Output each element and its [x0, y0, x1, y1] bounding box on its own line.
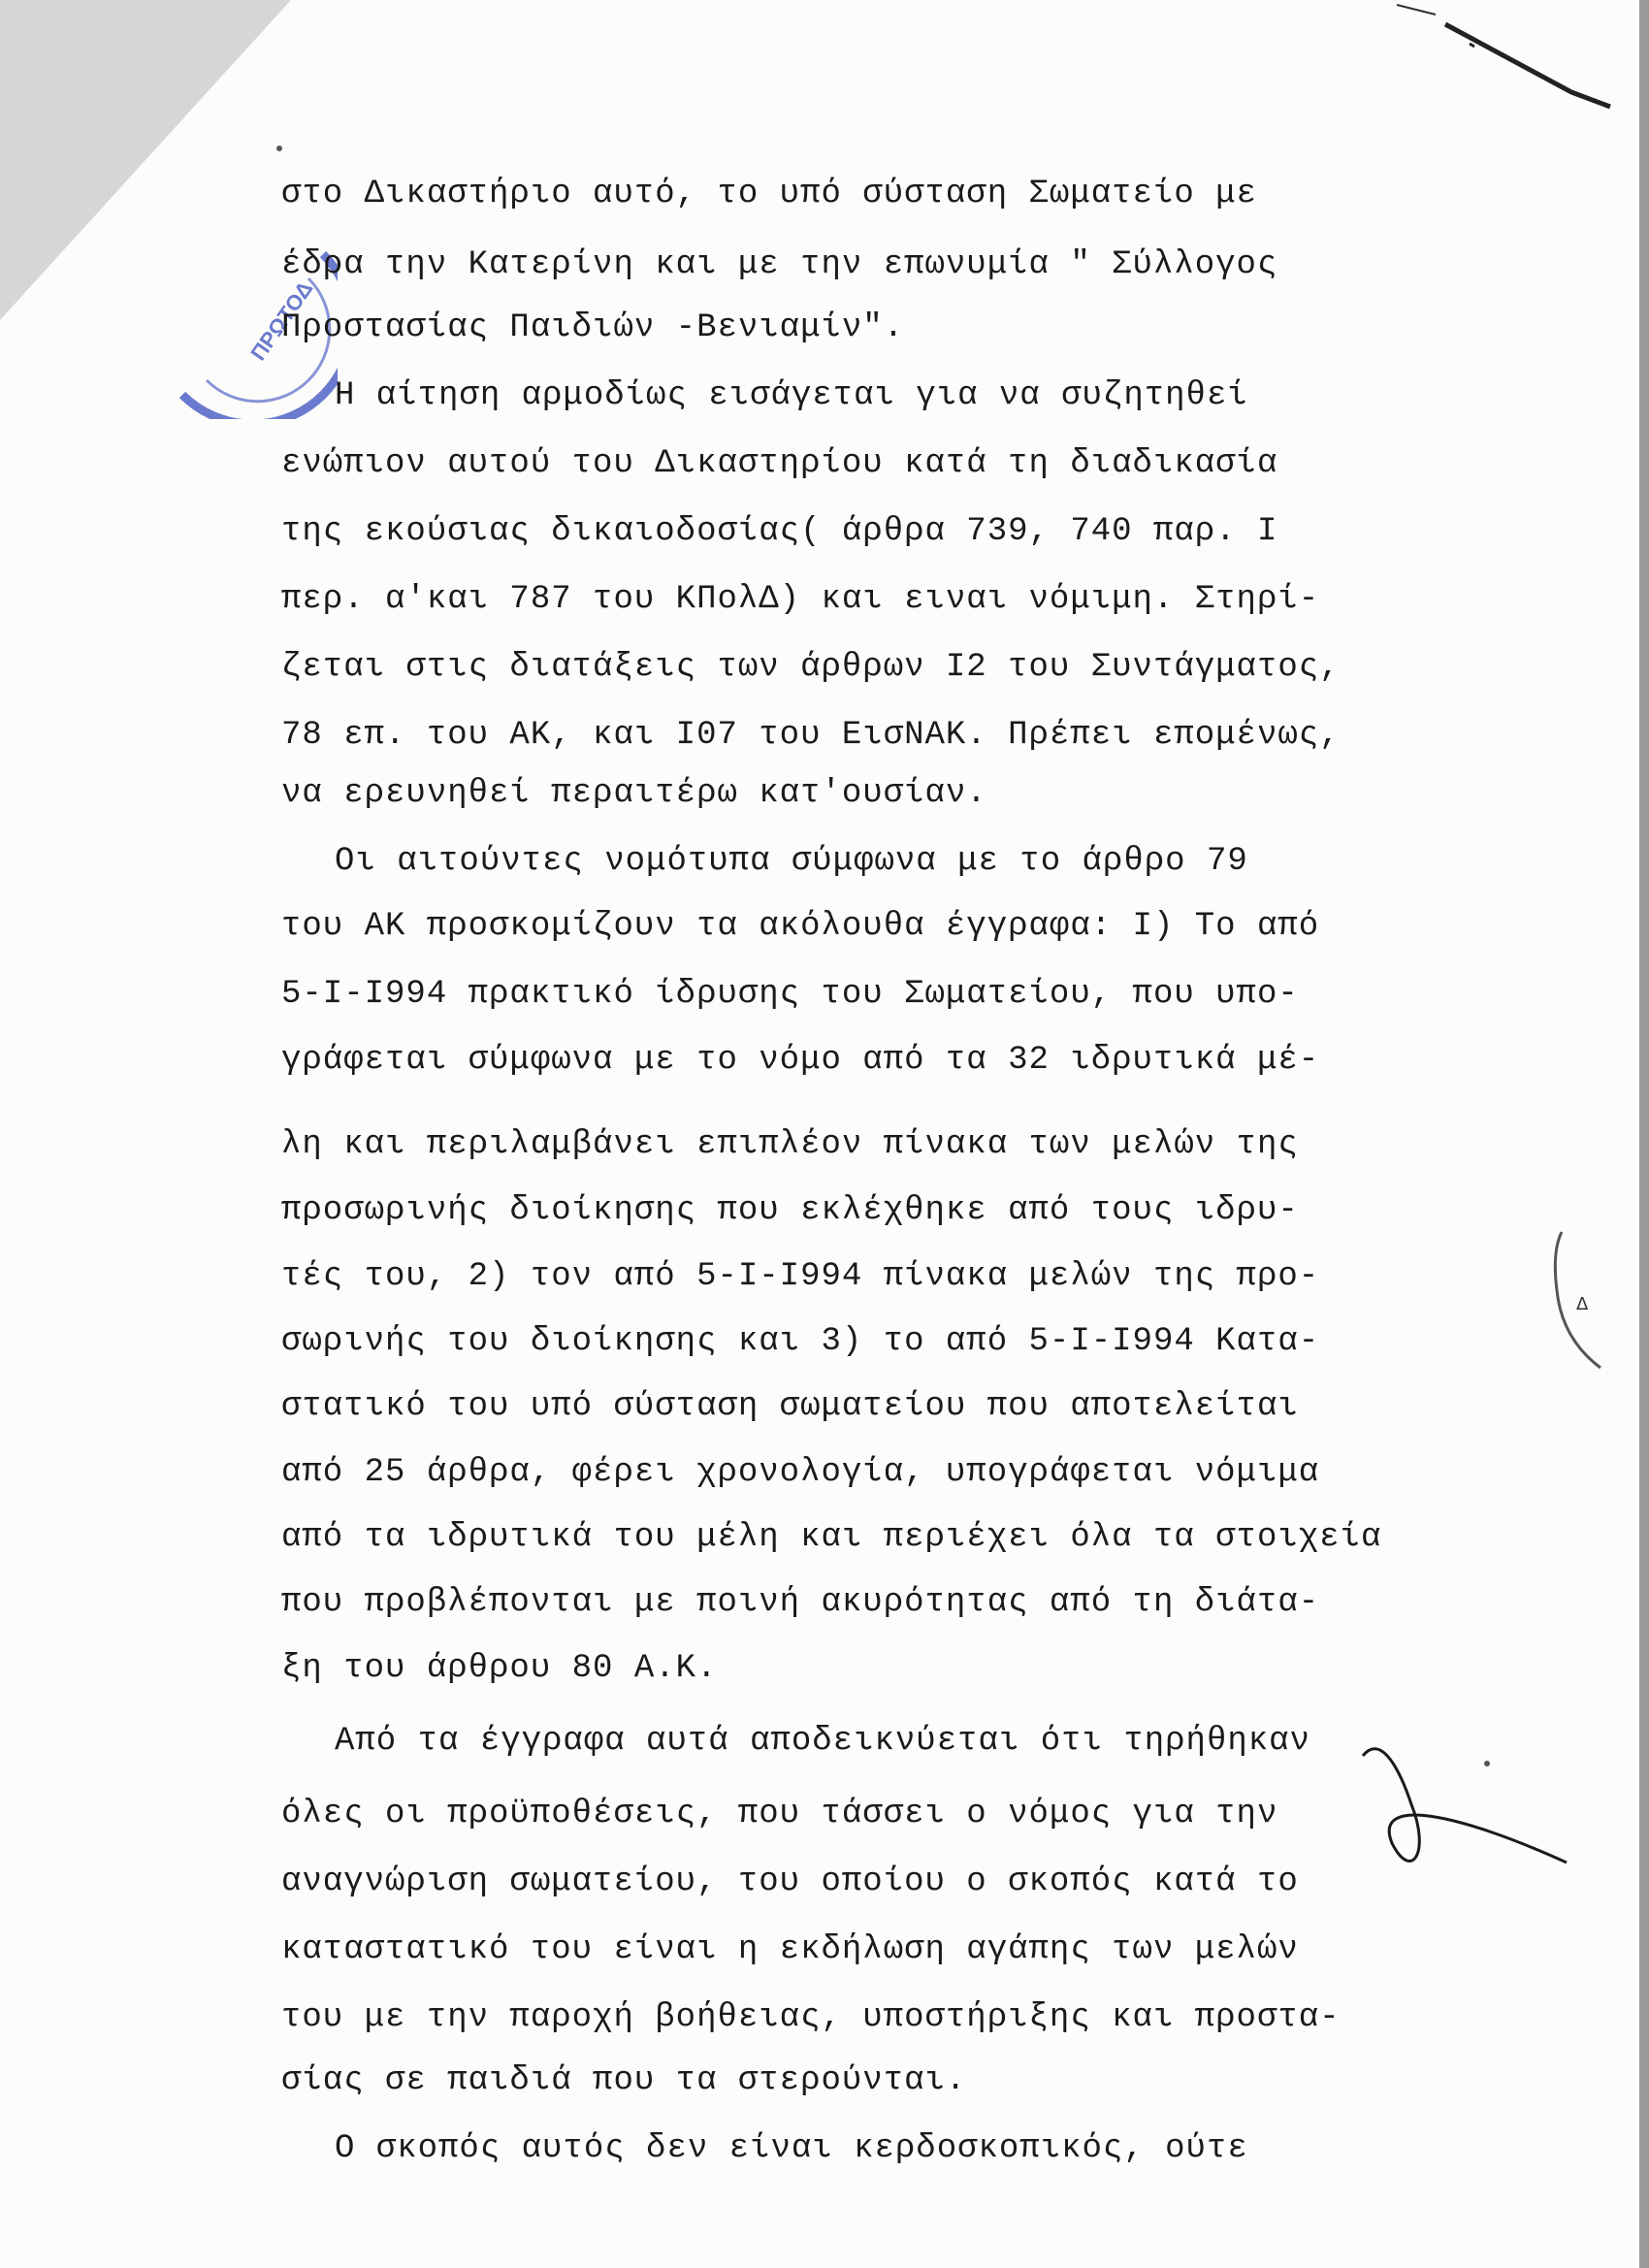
svg-text:Δ: Δ [1576, 1294, 1589, 1314]
text-line: της εκούσιας δικαιοδοσίας( άρθρα 739, 740 παρ. Ι [281, 513, 1278, 550]
text-line: όλες οι προϋποθέσεις, που τάσσει ο νόμος για την [281, 1796, 1278, 1832]
text-line: από τα ιδρυτικά του μέλη και περιέχει όλα τα στοιχεία [281, 1519, 1382, 1556]
text-line: από 25 άρθρα, φέρει χρονολογία, υπογράφεται νόμιμα [281, 1454, 1320, 1491]
text-line: ξη του άρθρου 80 Α.Κ. [281, 1650, 718, 1687]
text-line: ενώπιον αυτού του Δικαστηρίου κατά τη διαδικασία [281, 445, 1278, 482]
text-line: 5-Ι-Ι994 πρακτικό ίδρυσης του Σωματείου, που υπο- [281, 976, 1299, 1013]
text-line: περ. α'και 787 του ΚΠολΔ) και ειναι νόμιμη. Στηρί- [281, 581, 1320, 618]
text-line: Προστασίας Παιδιών -Βενιαμίν". [281, 309, 905, 346]
text-line: του ΑΚ προσκομίζουν τα ακόλουθα έγγραφα: Ι) Το από [281, 908, 1320, 945]
text-line: Οι αιτούντες νομότυπα σύμφωνα με το άρθρο 79 [335, 843, 1248, 880]
text-line: τές του, 2) τον από 5-Ι-Ι994 πίνακα μελών της προ- [281, 1258, 1320, 1295]
text-line: Η αίτηση αρμοδίως εισάγεται για να συζητηθεί [335, 377, 1248, 414]
text-line: καταστατικό του είναι η εκδήλωση αγάπης των μελών [281, 1931, 1299, 1968]
text-line: σίας σε παιδιά που τα στερούνται. [281, 2062, 967, 2099]
text-line: στο Δικαστήριο αυτό, το υπό σύσταση Σωματείο με [281, 176, 1257, 212]
text-line: έδρα την Κατερίνη και με την επωνυμία " Σύλλογος [281, 246, 1278, 283]
stamp-lettering: ΠΡΩΤΟΔ [245, 276, 318, 366]
text-line: να ερευνηθεί περαιτέρω κατ'ουσίαν. [281, 775, 987, 812]
text-line: αναγνώριση σωματείου, του οποίου ο σκοπός κατά το [281, 1863, 1299, 1900]
text-line: Ο σκοπός αυτός δεν είναι κερδοσκοπικός, ούτε [335, 2130, 1248, 2167]
text-line: που προβλέπονται με ποινή ακυρότητας από τη διάτα- [281, 1584, 1320, 1621]
text-line: προσωρινής διοίκησης που εκλέχθηκε από τους ιδρυ- [281, 1192, 1299, 1229]
text-line: γράφεται σύμφωνα με το νόμο από τα 32 ιδρυτικά μέ- [281, 1042, 1320, 1079]
text-line: του με την παροχή βοήθειας, υποστήριξης και προστα- [281, 1999, 1341, 2036]
text-line: Από τα έγγραφα αυτά αποδεικνύεται ότι τηρήθηκαν [335, 1723, 1310, 1760]
text-line: στατικό του υπό σύσταση σωματείου που αποτελείται [281, 1388, 1299, 1425]
text-line: λη και περιλαμβάνει επιπλέον πίνακα των μελών της [281, 1126, 1299, 1163]
text-line: σωρινής του διοίκησης και 3) το από 5-Ι-Ι994 Κατα- [281, 1323, 1320, 1360]
text-line: ζεται στις διατάξεις των άρθρων Ι2 του Συντάγματος, [281, 649, 1341, 686]
text-line: 78 επ. του ΑΚ, και Ι07 του ΕισΝΑΚ. Πρέπει επομένως, [281, 717, 1341, 754]
